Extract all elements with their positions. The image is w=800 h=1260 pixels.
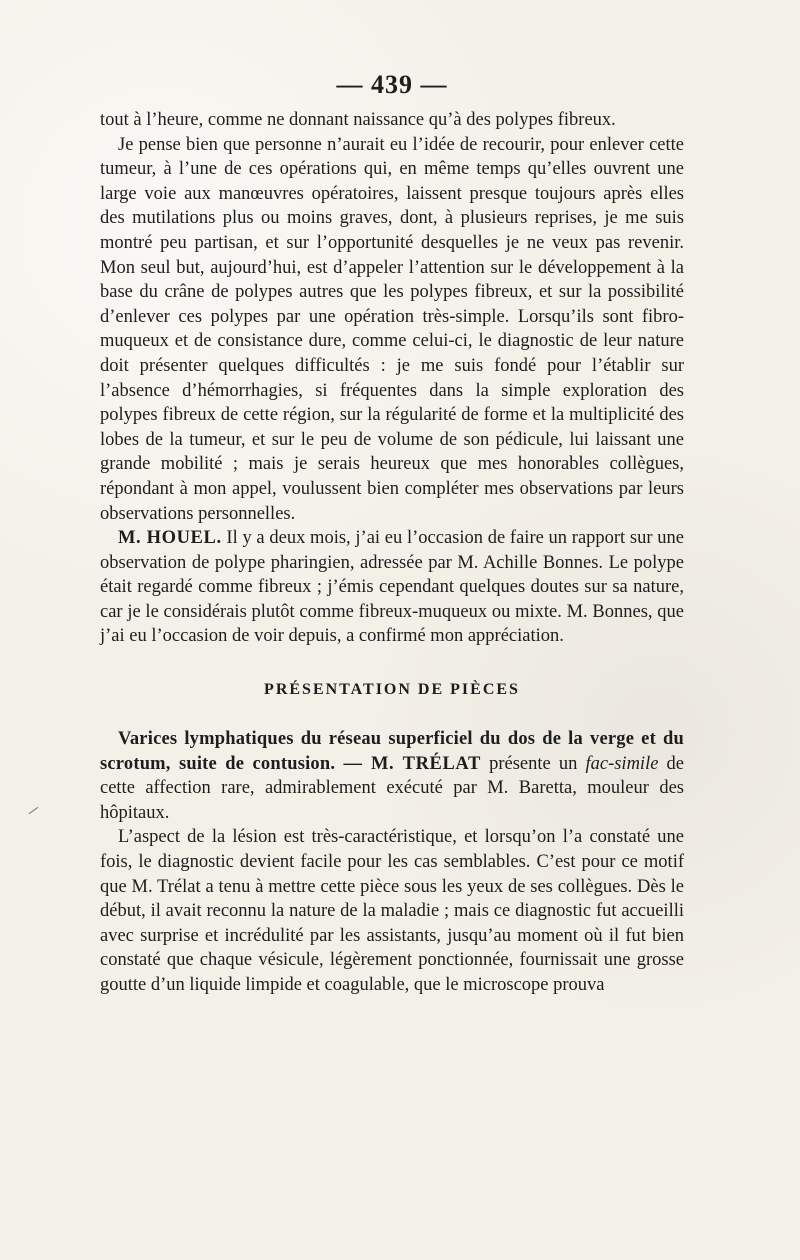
paragraph-3 xyxy=(100,526,684,649)
margin-mark xyxy=(29,807,39,814)
speaker-trelat: M. TRÉLAT xyxy=(362,753,481,774)
page-content xyxy=(100,70,684,998)
paragraph-4-text-before-italic: présente un xyxy=(480,753,586,774)
page-number: — 439 — xyxy=(336,70,448,99)
speaker-houel: M. HOUEL. xyxy=(118,528,222,549)
paragraph-1: tout à l’heure, comme ne donnant naissance qu’à des polypes fibreux. xyxy=(100,110,616,130)
paragraph-2: Je pense bien que personne n’aurait eu l’idée de recourir, pour enlever cette tumeur, à l’une de ces opérations qui, en même temps qu’elles ouvrent une large voie aux manœuvres opératoires, laissent presque toujours après elles des mutilations plus ou moins graves, dont, à plusieurs reprises, je me suis montré peu partisan, et sur l’opportunité desquelles je ne veux pas revenir. Mon seul but, aujourd’hui, est d’appeler l’attention sur le développement à la base du crâne de polypes autres que les polypes fibreux, et sur la possibilité d’enlever ces polypes par une opération très-simple. Lorsqu’ils sont fibro-muqueux et de consistance dure, comme celui-ci, le diagnostic de leur nature doit présenter quelques difficultés : je me suis fondé pour l’établir sur l’absence d’hémorrhagies, si fréquentes dans la simple exploration des polypes fibreux de cette région, sur la régularité de forme et la multiplicité des lobes de la tumeur, et sur le peu de volume de son pédicule, lui laissant une grande mobilité ; mais je serais heureux que mes honorables collègues, répondant à mon appel, voulussent bien compléter mes observations par leurs observations personnelles. xyxy=(100,134,684,524)
paragraph-3-text: Il y a deux mois, j’ai eu l’occasion de faire un rapport sur une observation de polype pharingien, adressée par M. Achille Bonnes. Le polype était regardé comme fibreux ; j’émis cependant quelques doutes sur sa nature, car je le considérais plutôt comme fibreux-muqueux ou mixte. M. Bonnes, que j’ai eu l’occasion de voir depuis, a confirmé mon appréciation. xyxy=(100,528,684,647)
section-title: PRÉSENTATION DE PIÈCES xyxy=(264,681,520,699)
paragraph-4 xyxy=(100,727,684,825)
article-title: Varices lymphatiques du réseau superficiel du dos de la verge et du scrotum, suite de contusion. — xyxy=(100,729,684,774)
paragraph-5: L’aspect de la lésion est très-caractéristique, et lorsqu’on l’a constaté une fois, le diagnostic devient facile pour les cas semblables. C’est pour ce motif que M. Trélat a tenu à mettre cette pièce sous les yeux de ses collègues. Dès le début, il avait reconnu la nature de la maladie ; mais ce diagnostic fut accueilli avec surprise et incrédulité par les assistants, jusqu’au moment où il fut bien constaté que chaque vésicule, légèrement ponctionnée, fournissait une grosse goutte d’un liquide limpide et coagulable, que le microscope prouva xyxy=(100,827,684,995)
paragraph-4-text-after-italic: de cette affection rare, admirablement exécuté par M. Baretta, mouleur des hôpitaux. xyxy=(100,753,685,823)
fac-simile-term: fac-simile xyxy=(585,753,659,774)
